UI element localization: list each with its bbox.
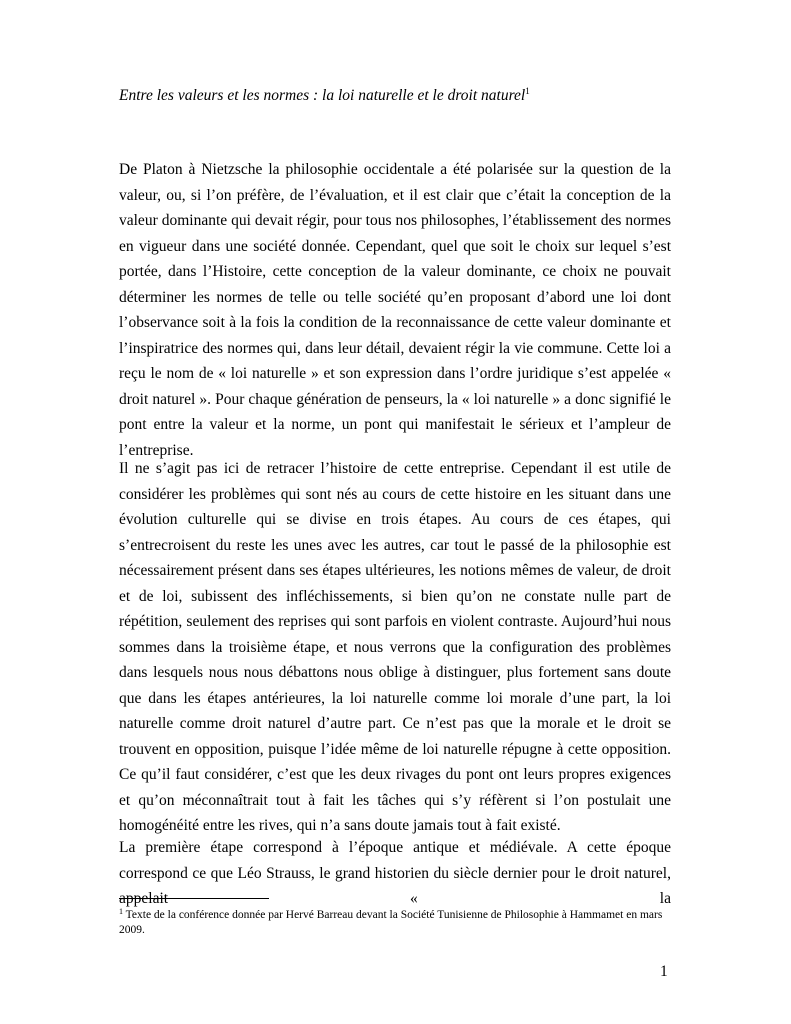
footnote-marker: 1 <box>119 907 123 916</box>
footnote-reference[interactable]: 1 <box>525 86 530 96</box>
paragraph-1: De Platon à Nietzsche la philosophie occidentale a été polarisée sur la question de la valeur, ou, si l’on préfère, de l’évaluation, et il est clair que c’était la conception de la valeur dominante qui devait régir, pour tous nos philosophes, l’établissement des normes en vigueur dans une société donnée. Cependant, quel que soit le choix sur lequel s’est portée, dans l’Histoire, cette conception de la valeur dominante, ce choix ne pouvait déterminer les normes de telle ou telle société qu’en proposant d’abord une loi dont l’observance soit à la fois la condition de la reconnaissance de cette valeur dominante et l’inspiratrice des normes qui, dans leur détail, devaient régir la vie commune. Cette loi a reçu le nom de « loi naturelle » et son expression dans l’ordre juridique s’est appelée « droit naturel ». Pour chaque génération de penseurs, la « loi naturelle » a donc signifié le pont entre la valeur et la norme, un pont qui manifestait le sérieux et l’ampleur de l’entreprise. <box>119 161 671 459</box>
title-text: Entre les valeurs et les normes : la loi naturelle et le droit naturel <box>119 87 526 104</box>
footnote-text: Texte de la conférence donnée par Hervé Barreau devant la Société Tunisienne de Philosophie à Hammamet en mars 2009. <box>119 909 663 936</box>
paragraph-3: La première étape correspond à l’époque antique et médiévale. A cette époque correspond ce que Léo Strauss, le grand historien du siècle dernier pour le droit naturel, appelait « la <box>119 839 671 907</box>
footnote-separator <box>119 898 269 899</box>
footnote <box>119 905 679 937</box>
document-title <box>119 86 530 105</box>
paragraph-2: Il ne s’agit pas ici de retracer l’histoire de cette entreprise. Cependant il est utile de considérer les problèmes qui sont nés au cours de cette histoire en les situant dans une évolution culturelle qui se divise en trois étapes. Au cours de ces étapes, qui s’entrecroisent du reste les unes avec les autres, car tout le passé de la philosophie est nécessairement présent dans ses étapes ultérieures, les notions mêmes de valeur, de droit et de loi, subissent des infléchissements, si bien qu’on ne constate nulle part de répétition, seulement des reprises qui sont parfois en violent contraste. Aujourd’hui nous sommes dans la troisième étape, et nous verrons que la configuration des problèmes dans lesquels nous nous débattons nous oblige à distinguer, plus fortement sans doute que dans les étapes antérieures, la loi naturelle comme loi morale d’une part, la loi naturelle comme droit naturel d’autre part. Ce n’est pas que la morale et le droit se trouvent en opposition, puisque l’idée même de loi naturelle répugne à cette opposition. Ce qu’il faut considérer, c’est que les deux rivages du pont ont leurs propres exigences et qu’on méconnaîtrait tout à fait les tâches qui s’y réfèrent si l’on postulait une homogénéité entre les rives, qui n’a sans doute jamais tout à fait existé. <box>119 460 671 834</box>
page-number: 1 <box>660 963 668 980</box>
